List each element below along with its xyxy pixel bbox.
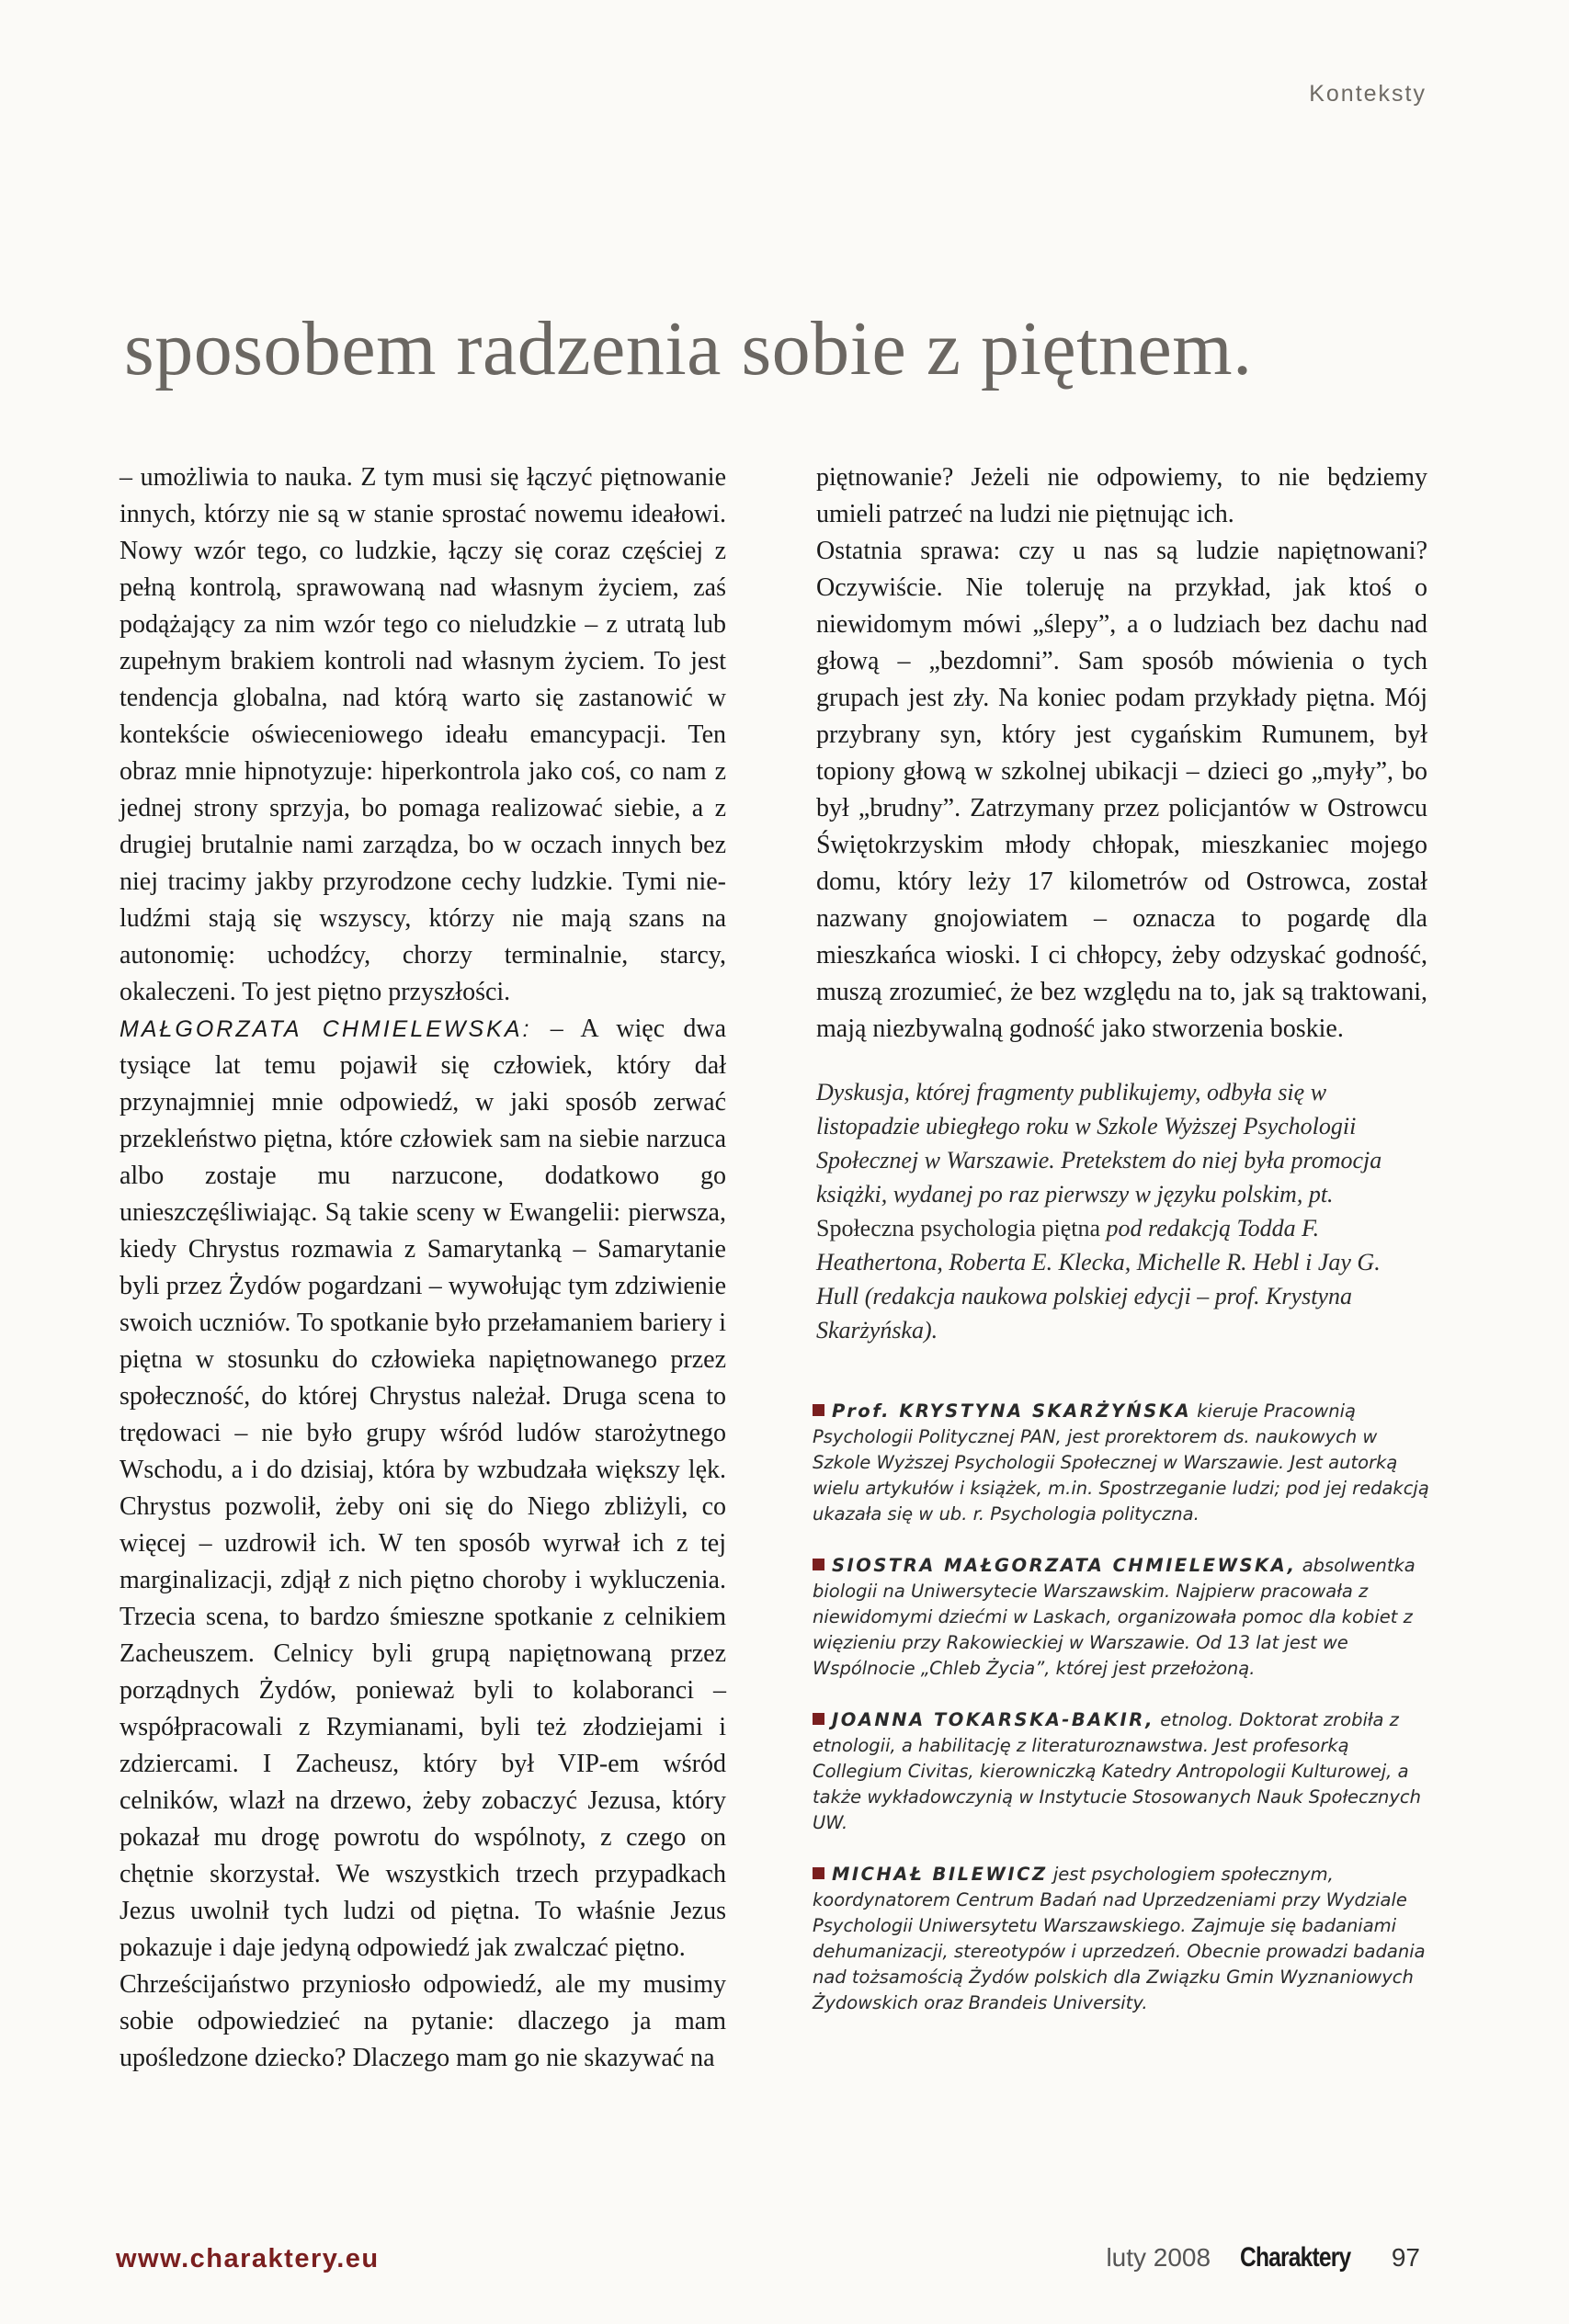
square-bullet-icon xyxy=(813,1559,824,1570)
headline: sposobem radzenia sobie z piętnem. xyxy=(124,306,1253,391)
paragraph: Ostatnia sprawa: czy u nas są ludzie napiętnowani? Oczywiście. Nie toleruję na przykład, jak ktoś o niewidomym mówi „ślepy”, a o ludziach bez dachu nad głową – „bezdomni”. Sam sposób mówienia o tych grupach jest zły. Na koniec podam przykłady piętna. Mój przybrany syn, który jest cygańskim Rumunem, był topiony głową w szkolnej ubikacji – dzieci go „myły”, bo był „brudny”. Zatrzymany przez policjantów w Ostrowcu Świętokrzyskim młody chłopak, mieszkaniec mojego domu, który leży 17 kilometrów od Ostrowca, został nazwany gnojowiatem – oznacza to pogardę dla mieszkańca wioski. I ci chłopcy, żeby odzyskać godność, muszą zrozumieć, że bez względu na to, jak są traktowani, mają niezbywalną godność jako stworzenia boskie. xyxy=(816,537,1427,1043)
paragraph-text: – A więc dwa tysiące lat temu pojawił się człowiek, który dał przynajmniej mnie odpowiedź, w jaki sposób zerwać przekleństwo piętna, które człowiek sam na siebie narzuca albo zostaje mu narzucone, dodatkowo go unieszczęśliwiając. Są takie sceny w Ewangelii: pierwsza, kiedy Chrystus rozmawia z Samarytanką – Samarytanie byli przez Żydów pogardzani – wywołując tym zdziwienie swoich uczniów. To spotkanie było przełamaniem bariery i piętna w stosunku do człowieka napiętnowanego przez społeczność, do której Chrystus należał. Druga scena to trędowaci – nie było grupy wśród ludów starożytnego Wschodu, a i do dzisiaj, która by wzbudzała większy lęk. Chrystus pozwolił, żeby oni się do Niego zbliżyli, co więcej – uzdrowił ich. W ten sposób wyrwał ich z tej marginalizacji, zdjął z nich piętno choroby i wykluczenia. Trzecia scena, to bardzo śmieszne spotkanie z celnikiem Zacheuszem. Celnicy byli grupą napiętnowaną przez porządnych Żydów, ponieważ byli to kolaboranci – współpracowali z Rzymianami, byli też złodziejami i zdziercami. I Zacheusz, który był VIP-em wśród celników, wlazł na drzewo, żeby zobaczyć Jezusa, który pokazał mu drogę powrotu do wspólnoty, z czego on chętnie skorzystał. We wszystkich trzech przypadkach Jezus uwolnił tych ludzi od piętna. To właśnie Jezus pokazuje i daje jedyną odpowiedź jak zwalczać piętno. xyxy=(119,1015,727,1962)
left-column xyxy=(119,459,726,2077)
author-bio-text: absolwentka biologii na Uniwersytecie Warszawskim. Najpierw pracowała z niewidomymi dziećmi w Laskach, organizowała pomoc dla kobiet z więzieniu przy Rakowieckiej w Warszawie. Od 13 lat jest we Wspólnocie „Chleb Życia”, której jest przełożoną. xyxy=(813,1555,1416,1679)
paragraph: – umożliwia to nauka. Z tym musi się łączyć piętnowanie innych, którzy nie są w stanie sprostać nowemu ideałowi. Nowy wzór tego, co ludzkie, łączy się coraz częściej z pełną kontrolą, sprawowaną nad własnym życiem, zaś podążający za nim wzór tego co nieludzkie – z utratą lub zupełnym brakiem kontroli nad własnym życiem. To jest tendencja globalna, nad którą warto się zastanowić w kontekście oświeceniowego ideału emancypacji. Ten obraz mnie hipnotyzuje: hiperkontrola jako coś, co nam z jednej strony sprzyja, bo pomaga realizować siebie, a z drugiej brutalnie nami zarządza, bo w oczach innych bez niej tracimy jakby przyrodzone cechy ludzkie. Tymi nie-ludźmi stają się wszyscy, którzy nie mają szans na autonomię: uchodźcy, chorzy terminalnie, starcy, okaleczeni. To jest piętno przyszłości. xyxy=(119,463,726,1006)
author-name: SIOSTRA MAŁGORZATA CHMIELEWSKA, xyxy=(832,1555,1297,1576)
author-name: JOANNA TOKARSKA-BAKIR, xyxy=(832,1709,1154,1730)
square-bullet-icon xyxy=(813,1713,824,1725)
author-bio xyxy=(813,1553,1438,1682)
author-bio xyxy=(813,1862,1438,2016)
paragraph: Chrześcijaństwo przyniosło odpowiedź, ale my musimy sobie odpowiedzieć na pytanie: dlaczego ja mam upośledzone dziecko? Dlaczego mam go nie skazywać na xyxy=(119,1970,726,2072)
right-column xyxy=(816,459,1427,1048)
note-text: Dyskusja, której fragmenty publikujemy, odbyła się w listopadzie ubiegłego roku w Szkole Wyższej Psychologii Społecznej w Warszawie. Pretekstem do niej była promocja książki, wydanej po raz pierwszy w języku polskim, pt. xyxy=(816,1079,1382,1207)
square-bullet-icon xyxy=(813,1867,824,1879)
book-title: Społeczna psychologia piętna xyxy=(816,1215,1101,1241)
note-text: pod redakcją Todda F. Heathertona, Roberta E. Klecka, Michelle R. Hebl i Jay G. Hull (redakcja naukowa polskiej edycji – prof. Krystyna Skarżyńska). xyxy=(816,1215,1381,1343)
page-number: 97 xyxy=(1391,2243,1420,2272)
speaker-paragraph xyxy=(119,1011,726,1967)
paragraph: piętnowanie? Jeżeli nie odpowiemy, to nie będziemy umieli patrzeć na ludzi nie piętnując ich. xyxy=(816,463,1427,528)
issue-date: luty 2008 xyxy=(1106,2243,1211,2272)
magazine-logo: Charaktery xyxy=(1240,2242,1351,2273)
author-bios xyxy=(813,1399,1438,2042)
author-bio-text: jest psychologiem społecznym, koordynatorem Centrum Badań nad Uprzedzeniami przy Wydziale Psychologii Uniwersytetu Warszawskiego. Zajmuje się badaniami dehumanizacji, stereotypów i uprzedzeń. Obecnie prowadzi badania nad tożsamością Żydów polskich dla Związku Gmin Wyznaniowych Żydowskich oraz Brandeis University. xyxy=(813,1864,1426,2013)
square-bullet-icon xyxy=(813,1404,824,1416)
author-bio-text: etnolog. Doktorat zrobiła z etnologii, a habilitację z literaturoznawstwa. Jest profesorką Collegium Civitas, kierowniczką Katedry Antropologii Kulturowej, a także wykładowczynią w Instytucie Stosowanych Nauk Społecznych UW. xyxy=(813,1709,1421,1833)
author-name: Prof. KRYSTYNA SKARŻYŃSKA xyxy=(832,1400,1192,1422)
author-bio xyxy=(813,1707,1438,1836)
editorial-note xyxy=(816,1075,1427,1347)
website-link[interactable]: www.charaktery.eu xyxy=(116,2244,380,2273)
author-name: MICHAŁ BILEWICZ xyxy=(832,1864,1048,1885)
author-bio-text: kieruje Pracownią Psychologii Politycznej PAN, jest prorektorem ds. naukowych w Szkole Wyższej Psychologii Społecznej w Warszawie. Jest autorką wielu artykułów i książek, m.in. Spostrzeganie ludzi; pod jej redakcją ukazała się w ub. r. Psychologia polityczna. xyxy=(813,1400,1429,1525)
speaker-name: MAŁGORZATA CHMIELEWSKA: xyxy=(119,1016,532,1042)
author-bio xyxy=(813,1399,1438,1527)
footer-info xyxy=(1106,2242,1420,2273)
section-label: Konteksty xyxy=(1309,81,1427,107)
